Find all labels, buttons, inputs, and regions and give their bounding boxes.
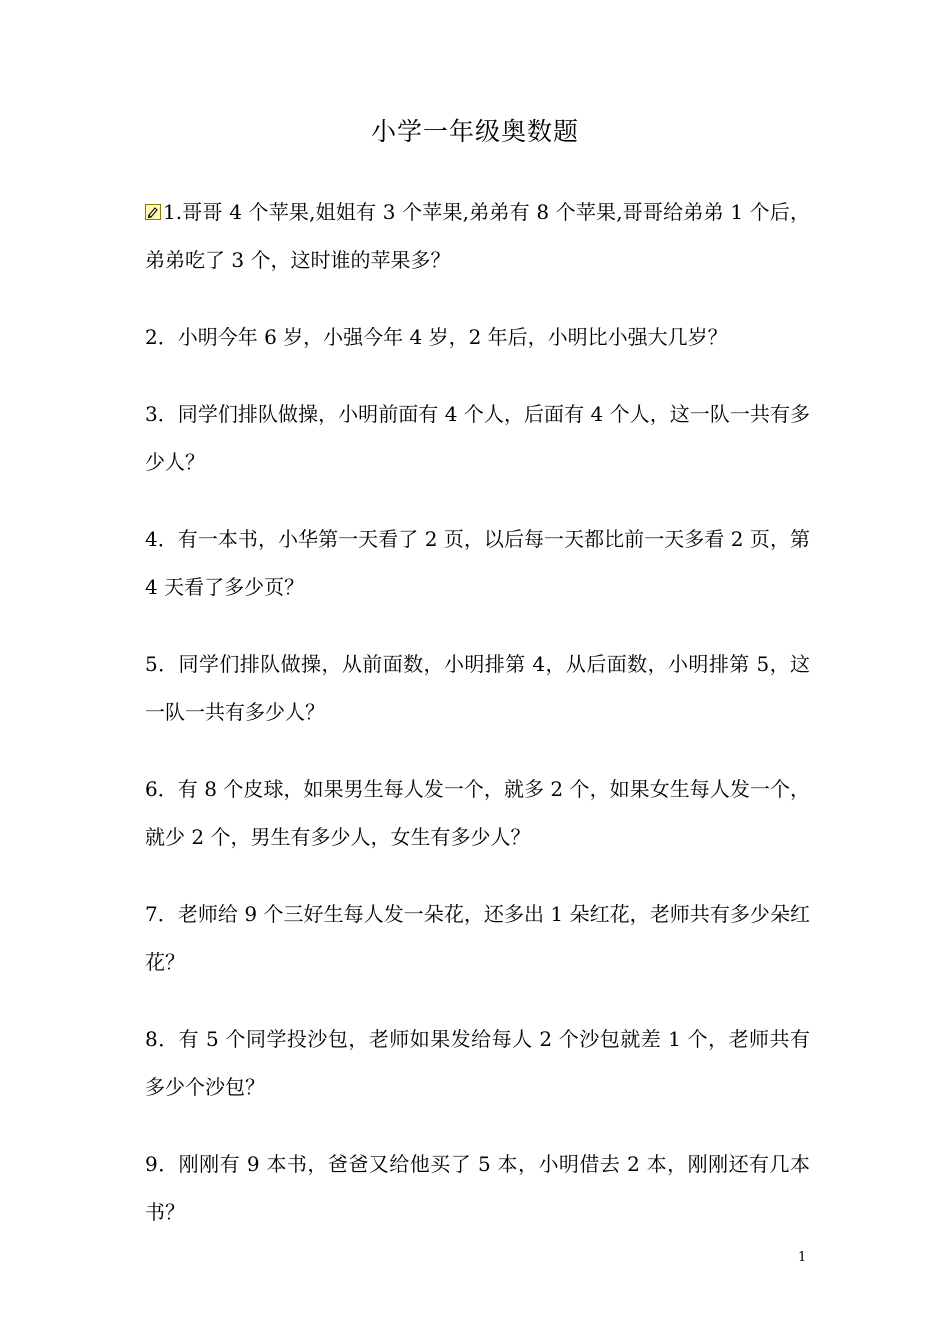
question-text: 8．有 5 个同学投沙包，老师如果发给每人 2 个沙包就差 1 个，老师共有多少个沙包？ [145, 1027, 810, 1099]
question-text: 3．同学们排队做操，小明前面有 4 个人，后面有 4 个人，这一队一共有多少人？ [145, 402, 810, 474]
question-4 [145, 515, 810, 611]
question-3 [145, 390, 810, 486]
question-text: 5．同学们排队做操，从前面数，小明排第 4，从后面数，小明排第 5，这一队一共有多少人？ [145, 652, 810, 724]
question-text: 2．小明今年 6 岁，小强今年 4 岁，2 年后，小明比小强大几岁？ [145, 325, 728, 349]
question-text: 9．刚刚有 9 本书，爸爸又给他买了 5 本，小明借去 2 本，刚刚还有几本书？ [145, 1152, 810, 1224]
question-8 [145, 1015, 810, 1111]
question-text: 1.哥哥 4 个苹果,姐姐有 3 个苹果,弟弟有 8 个苹果,哥哥给弟弟 1 个后，弟弟吃了 3 个，这时谁的苹果多？ [145, 200, 810, 272]
question-2 [145, 313, 810, 361]
question-text: 6．有 8 个皮球，如果男生每人发一个，就多 2 个，如果女生每人发一个，就少 2 个，男生有多少人，女生有多少人？ [145, 777, 810, 849]
question-9 [145, 1140, 810, 1236]
page-number: 1 [798, 1250, 807, 1265]
question-6 [145, 765, 810, 861]
question-5 [145, 640, 810, 736]
pencil-marker-icon [145, 204, 161, 220]
page-title: 小学一年级奥数题 [370, 117, 579, 146]
question-1 [145, 188, 810, 284]
question-7 [145, 890, 810, 986]
question-text: 4．有一本书，小华第一天看了 2 页，以后每一天都比前一天多看 2 页，第 4 天看了多少页？ [145, 527, 810, 599]
question-list [145, 188, 810, 1265]
question-text: 7．老师给 9 个三好生每人发一朵花，还多出 1 朵红花，老师共有多少朵红花？ [145, 902, 810, 974]
